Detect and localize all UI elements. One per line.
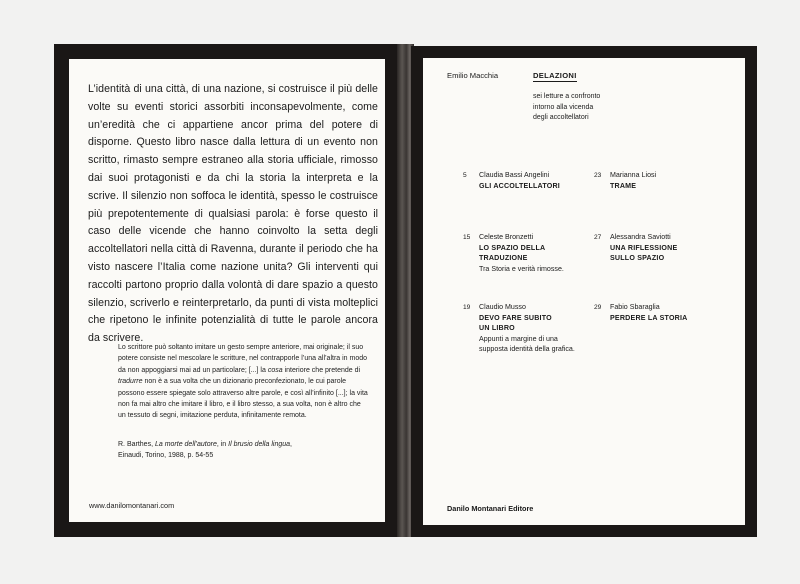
toc-page-number: 5 — [463, 172, 467, 179]
source-author: R. Barthes, — [118, 441, 155, 448]
book-subtitle: sei letture a confronto intorno alla vicenda degli accoltellatori — [533, 93, 601, 122]
quote-italic: cosa — [267, 366, 283, 374]
toc-title: LO SPAZIO DELLA TRADUZIONE — [479, 243, 546, 263]
quote-italic: tradurre — [118, 378, 143, 386]
quote-part: interiore che pretende di — [282, 366, 361, 374]
barthes-quote — [118, 342, 368, 422]
toc-author: Celeste Bronzetti — [479, 233, 534, 241]
book-author: Emilio Macchia — [447, 71, 499, 80]
left-cover — [54, 44, 400, 537]
publisher-name: Danilo Montanari Editore — [447, 504, 534, 513]
toc-page-number: 23 — [594, 172, 602, 179]
source-title: La morte dell’autore — [154, 441, 217, 448]
toc-title: PERDERE LA STORIA — [610, 313, 688, 322]
quote-part: non è a sua volta che un dizionario preconfezionato, le cui parole possono essere spiegate solo attraverso altre parole, e così all’infinito [...]; la vita non fa mai altro che imitare il libro, e il libro stesso, a sua volta, non è altro che un tessuto di segni, imitazione perduta, infinitamente remota. — [118, 378, 368, 420]
toc-note: Appunti a margine di una supposta identità della grafica. — [479, 334, 575, 354]
quote-part: Lo scrittore può soltanto imitare un gesto sempre anteriore, mai originale; il suo potere consiste nel mescolare le scritture, nel contrapporle l’una all’altra in modo da non appoggiarsi mai ad un particolare; [...] la — [118, 344, 368, 374]
toc-title: TRAME — [610, 181, 637, 190]
toc-page-number: 27 — [594, 234, 602, 241]
toc-author: Marianna Liosi — [610, 171, 657, 179]
source-publication: Einaudi, Torino, 1988, p. 54-55 — [118, 452, 214, 460]
toc-author: Alessandra Saviotti — [610, 233, 671, 241]
toc-note: Tra Storia e verità rimosse. — [479, 264, 564, 273]
left-sheet — [69, 59, 385, 522]
book-title: DELAZIONI — [533, 71, 577, 80]
toc-author: Claudia Bassi Angelini — [479, 171, 550, 179]
intro-paragraph: L’identità di una città, di una nazione, si costruisce il più delle volte su eventi storici assorbiti inconsapevolmente, come un’eredità che ci appartiene ancor prima del potere di disporne. Questo libro nasce dalla lettura di un evento non scritto, rimasto sempre estraneo alla storia ufficiale, rimosso dai suoi protagonisti e da chi la storia la interpreta e la scrive. Il silenzio non soffoca le identità, spesso le costruisce più prepotentemente di qualsiasi parola: è forse questo il caso delle vicende che hanno coinvolto la setta degli accoltellatori nella città di Ravenna, durante il periodo che ha visto nascere l’Italia come nazione unita? Gli interventi qui raccolti partono proprio dalla volontà di dare spazio a questo silenzio, scriverlo e reinterpretarlo, da punti di vista molteplici che ripetono le infinite potenzialità di tutte le parole ancora da scrivere. — [88, 83, 378, 345]
right-cover — [411, 46, 757, 537]
toc-page-number: 29 — [594, 304, 602, 311]
toc-author: Claudio Musso — [479, 303, 526, 311]
toc-page-number: 15 — [463, 234, 471, 241]
source-book: Il brusio della lingua — [228, 441, 291, 448]
quote-source — [118, 439, 368, 462]
source-tail: , — [290, 441, 292, 448]
right-sheet — [423, 58, 745, 525]
book-spread — [54, 44, 757, 537]
source-mid: , in — [216, 441, 229, 448]
toc-author: Fabio Sbaraglia — [610, 303, 660, 311]
toc-title: GLI ACCOLTELLATORI — [479, 181, 560, 190]
toc-title: DEVO FARE SUBITO UN LIBRO — [479, 313, 552, 333]
toc-page-number: 19 — [463, 304, 471, 311]
toc-title: UNA RIFLESSIONE SULLO SPAZIO — [610, 243, 678, 263]
website-link[interactable]: www.danilomontanari.com — [89, 501, 175, 510]
